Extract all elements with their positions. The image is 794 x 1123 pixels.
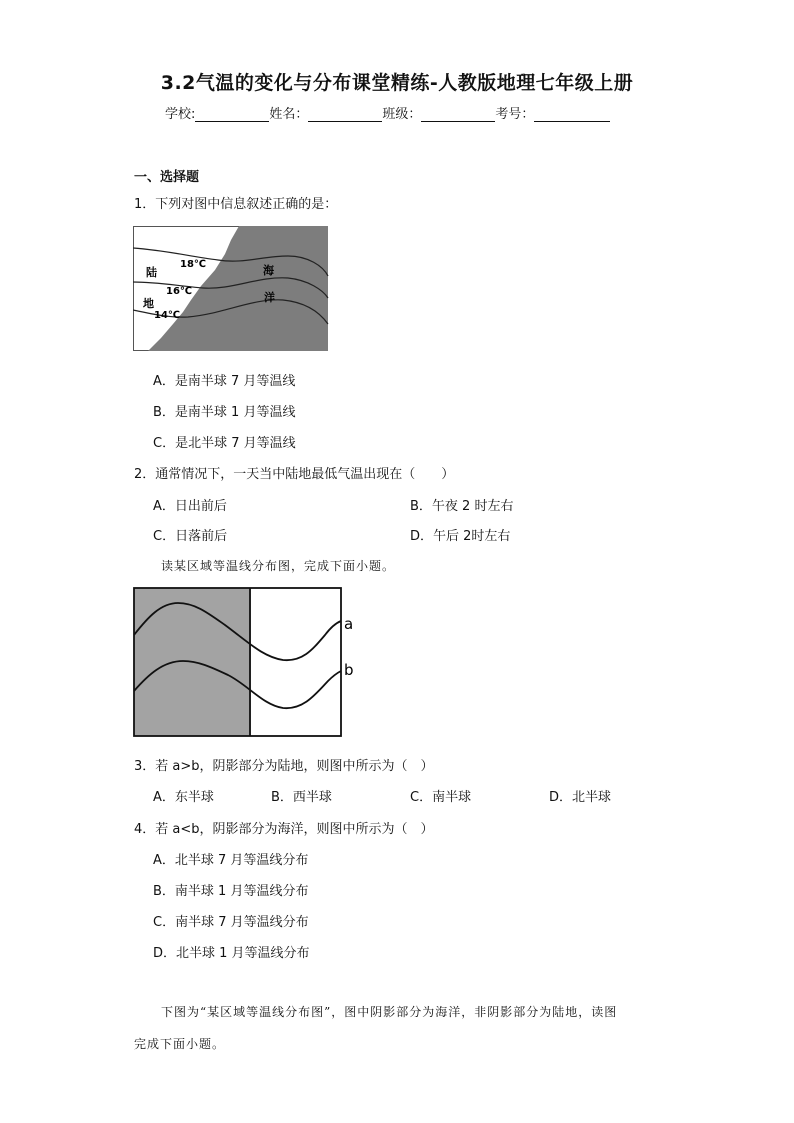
q3-option-d[interactable]: D．北半球 <box>549 790 612 805</box>
q1-option-c[interactable]: C．是北半球 7 月等温线 <box>153 436 296 451</box>
isotherm-map-figure-2 <box>133 587 365 739</box>
q3-option-c[interactable]: C．南半球 <box>410 790 472 805</box>
class-blank[interactable] <box>421 107 495 122</box>
question-2-stem: 2．通常情况下，一天当中陆地最低气温出现在（ ） <box>134 467 455 482</box>
name-blank[interactable] <box>308 107 382 122</box>
section-heading: 一、选择题 <box>134 170 200 185</box>
exam-no-label: 考号： <box>495 107 535 122</box>
land-label-1: 陆 <box>146 266 157 279</box>
reading-prompt-2-line-1: 下图为“某区域等温线分布图”，图中阴影部分为海洋，非阴影部分为陆地，读图 <box>161 1005 618 1019</box>
class-label: 班级： <box>382 107 422 122</box>
sea-label-2: 洋 <box>264 291 275 304</box>
q4-option-a[interactable]: A．北半球 7 月等温线分布 <box>153 853 309 868</box>
q1-option-a[interactable]: A．是南半球 7 月等温线 <box>153 374 296 389</box>
exam-no-blank[interactable] <box>534 107 610 122</box>
isotherm-14-label: 14℃ <box>154 310 181 321</box>
school-label: 学校: <box>165 107 196 122</box>
q2-option-b[interactable]: B．午夜 2 时左右 <box>410 499 514 514</box>
name-label: 姓名： <box>269 107 309 122</box>
question-3-stem: 3．若 a>b，阴影部分为陆地，则图中所示为（ ） <box>134 759 434 774</box>
isotherm-map-figure-1 <box>133 226 329 352</box>
q2-option-d[interactable]: D．午后 2时左右 <box>410 529 511 544</box>
q1-option-b[interactable]: B．是南半球 1 月等温线 <box>153 405 296 420</box>
q4-option-d[interactable]: D．北半球 1 月等温线分布 <box>153 946 310 961</box>
page-title: 3.2气温的变化与分布课堂精练-人教版地理七年级上册 <box>160 72 634 94</box>
q2-option-c[interactable]: C．日落前后 <box>153 529 228 544</box>
isotherm-a-label: a <box>344 615 354 633</box>
reading-prompt-2-line-2: 完成下面小题。 <box>134 1037 226 1051</box>
q2-option-a[interactable]: A．日出前后 <box>153 499 227 514</box>
student-info-line <box>165 103 610 122</box>
q4-option-b[interactable]: B．南半球 1 月等温线分布 <box>153 884 309 899</box>
q3-option-a[interactable]: A．东半球 <box>153 790 214 805</box>
question-1-stem: 1．下列对图中信息叙述正确的是： <box>134 197 338 212</box>
land-label-2: 地 <box>143 297 154 310</box>
q4-option-c[interactable]: C．南半球 7 月等温线分布 <box>153 915 309 930</box>
q3-option-b[interactable]: B．西半球 <box>271 790 332 805</box>
reading-prompt-1: 读某区域等温线分布图，完成下面小题。 <box>161 559 396 573</box>
isotherm-b-label: b <box>344 661 354 679</box>
isotherm-16-label: 16℃ <box>166 286 193 297</box>
isotherm-18-label: 18℃ <box>180 259 207 270</box>
question-4-stem: 4．若 a<b，阴影部分为海洋，则图中所示为（ ） <box>134 822 434 837</box>
school-blank[interactable] <box>195 107 269 122</box>
sea-label-1: 海 <box>263 264 274 277</box>
